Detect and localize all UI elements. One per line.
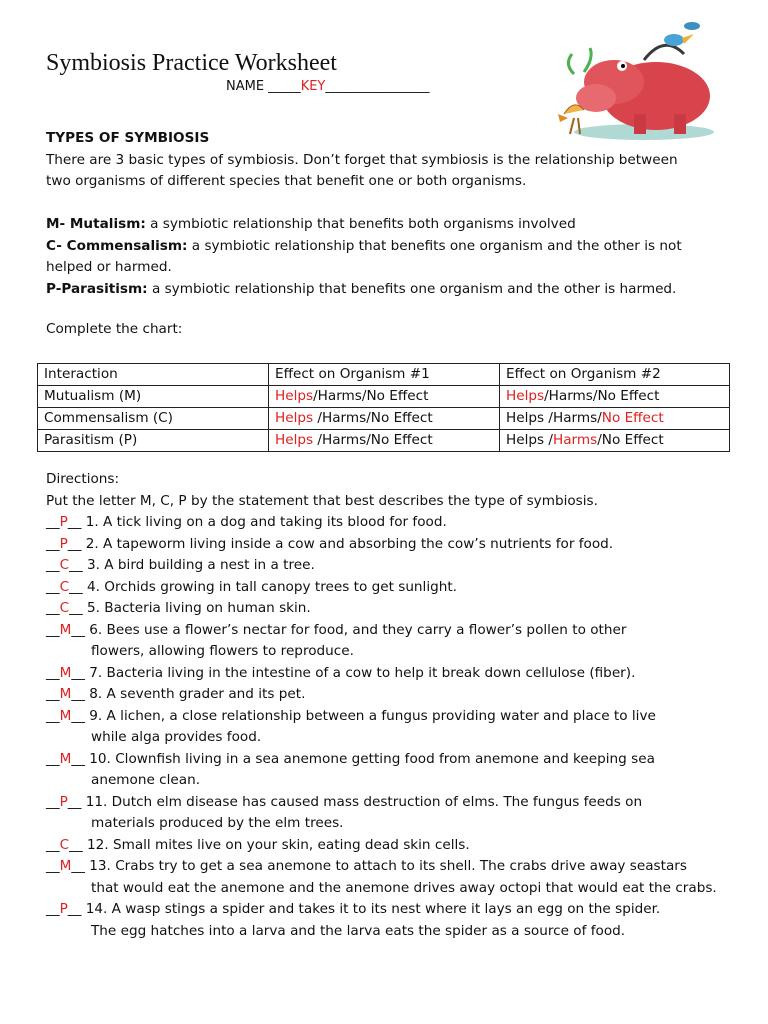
answer-blank: __ bbox=[69, 836, 88, 853]
question-item bbox=[46, 706, 736, 728]
answer-blank: __ bbox=[71, 664, 90, 681]
definition-text: a symbiotic relationship that benefits one organism and the other is not bbox=[187, 237, 682, 254]
table-row bbox=[38, 430, 730, 452]
definitions bbox=[46, 214, 736, 300]
answer-text: No Effect bbox=[601, 410, 664, 426]
answer-letter: C bbox=[59, 578, 70, 595]
answer-blank: __ bbox=[46, 664, 60, 681]
answer-blank: __ bbox=[71, 750, 90, 767]
answer-text: Helps bbox=[275, 410, 314, 426]
answer-blank: __ bbox=[46, 514, 60, 530]
symbiosis-chart bbox=[37, 363, 730, 452]
option-text: /Harms/No Effect bbox=[313, 388, 429, 404]
answer-blank: __ bbox=[46, 578, 60, 595]
answer-letter: P bbox=[59, 901, 68, 917]
answer-blank: __ bbox=[71, 686, 90, 702]
answer-blank: __ bbox=[71, 621, 90, 638]
answer-letter: M bbox=[59, 686, 72, 702]
answer-letter: M bbox=[59, 707, 72, 724]
question-continuation: materials produced by the elm trees. bbox=[91, 815, 344, 831]
question-item bbox=[46, 534, 736, 556]
intro-line-2: two organisms of different species that benefit one or both organisms. bbox=[46, 173, 527, 189]
question-text: 14. A wasp stings a spider and takes it to its nest where it lays an egg on the spider. bbox=[85, 901, 661, 917]
question-text: 2. A tapeworm living inside a cow and absorbing the cow’s nutrients for food. bbox=[85, 535, 614, 552]
answer-letter: M bbox=[59, 664, 72, 681]
option-text: /Harms/No Effect bbox=[544, 388, 660, 404]
question-text: 13. Crabs try to get a sea anemone to attach to its shell. The crabs drive away seastars bbox=[89, 858, 687, 874]
answer-letter: P bbox=[59, 793, 68, 810]
answer-letter: C bbox=[59, 836, 70, 853]
answer-blank: __ bbox=[46, 858, 60, 874]
answer-letter: C bbox=[59, 600, 70, 616]
answer-blank: __ bbox=[71, 858, 90, 874]
definition-parasitism bbox=[46, 279, 736, 301]
question-continuation: The egg hatches into a larva and the larva eats the spider as a source of food. bbox=[91, 922, 626, 939]
name-line bbox=[226, 79, 429, 94]
question-item bbox=[46, 577, 736, 599]
option-text: Helps /Harms/ bbox=[506, 410, 602, 426]
question-text: 11. Dutch elm disease has caused mass destruction of elms. The fungus feeds on bbox=[85, 793, 643, 810]
question-item bbox=[46, 899, 736, 921]
question-text: 12. Small mites live on your skin, eating dead skin cells. bbox=[87, 836, 470, 853]
answer-letter: P bbox=[59, 535, 68, 552]
question-continuation: flowers, allowing flowers to reproduce. bbox=[91, 643, 354, 659]
question-item bbox=[46, 663, 736, 685]
answer-letter: M bbox=[59, 621, 72, 638]
definition-commensalism bbox=[46, 236, 736, 258]
definition-term: C- Commensalism: bbox=[46, 237, 188, 254]
answer-blank: __ bbox=[46, 836, 60, 853]
definition-term: M- Mutalism: bbox=[46, 216, 146, 232]
organism1-cell bbox=[269, 430, 500, 452]
question-text: 5. Bacteria living on human skin. bbox=[87, 600, 311, 616]
chart-prompt: Complete the chart: bbox=[46, 321, 183, 337]
answer-text: Helps bbox=[275, 432, 314, 448]
answer-blank: __ bbox=[46, 793, 60, 810]
table-row bbox=[38, 386, 730, 408]
question-text: 1. A tick living on a dog and taking its blood for food. bbox=[85, 514, 447, 530]
question-continuation: while alga provides food. bbox=[91, 729, 262, 745]
organism2-cell bbox=[500, 386, 730, 408]
question-item bbox=[46, 512, 736, 534]
question-text: 9. A lichen, a close relationship between a fungus providing water and place to live bbox=[89, 707, 656, 724]
answer-blank: __ bbox=[46, 901, 60, 917]
answer-blank: __ bbox=[69, 578, 88, 595]
answer-text: Helps bbox=[506, 388, 545, 404]
column-header: Effect on Organism #2 bbox=[500, 364, 730, 386]
organism1-cell bbox=[269, 408, 500, 430]
answer-blank: __ bbox=[46, 750, 60, 767]
answer-letter: M bbox=[59, 750, 72, 767]
name-value: KEY bbox=[300, 79, 326, 94]
answer-blank: __ bbox=[67, 514, 86, 530]
answer-letter: M bbox=[59, 858, 72, 874]
answer-blank: __ bbox=[67, 535, 86, 552]
question-item bbox=[46, 749, 736, 771]
answer-letter: C bbox=[59, 557, 70, 573]
question-text: 4. Orchids growing in tall canopy trees to get sunlight. bbox=[87, 578, 457, 595]
answer-blank: __ bbox=[46, 621, 60, 638]
intro-section bbox=[46, 128, 736, 193]
answer-blank: __ bbox=[46, 686, 60, 702]
definition-term: P-Parasitism: bbox=[46, 280, 148, 297]
question-item bbox=[46, 835, 736, 857]
intro-line-1: There are 3 basic types of symbiosis. Don’t forget that symbiosis is the relationship between bbox=[46, 151, 678, 168]
interaction-cell: Parasitism (P) bbox=[38, 430, 269, 452]
organism2-cell bbox=[500, 430, 730, 452]
definition-commensalism-cont: helped or harmed. bbox=[46, 259, 172, 275]
question-text: 3. A bird building a nest in a tree. bbox=[87, 557, 315, 573]
option-text: Helps / bbox=[506, 432, 553, 448]
answer-blank: __ bbox=[46, 707, 60, 724]
answer-blank: __ bbox=[67, 793, 86, 810]
question-item bbox=[46, 598, 736, 620]
worksheet-title: Symbiosis Practice Worksheet bbox=[46, 50, 337, 76]
name-tail: ________________ bbox=[325, 79, 430, 94]
table-row bbox=[38, 408, 730, 430]
column-header: Effect on Organism #1 bbox=[269, 364, 500, 386]
interaction-cell: Commensalism (C) bbox=[38, 408, 269, 430]
directions-label: Directions: bbox=[46, 471, 120, 487]
question-item bbox=[46, 856, 736, 878]
cartoon-animals-illustration bbox=[544, 14, 730, 142]
question-continuation: that would eat the anemone and the anemone drives away octopi that would eat the crabs. bbox=[91, 879, 717, 896]
organism2-cell bbox=[500, 408, 730, 430]
definition-text: a symbiotic relationship that benefits one organism and the other is harmed. bbox=[147, 280, 677, 297]
question-item bbox=[46, 792, 736, 814]
answer-blank: __ bbox=[69, 600, 88, 616]
directions-section bbox=[46, 469, 736, 942]
answer-letter: P bbox=[59, 514, 68, 530]
interaction-cell: Mutualism (M) bbox=[38, 386, 269, 408]
question-text: 6. Bees use a flower’s nectar for food, and they carry a flower’s pollen to other bbox=[89, 621, 627, 638]
question-text: 7. Bacteria living in the intestine of a cow to help it break down cellulose (fiber). bbox=[89, 664, 636, 681]
question-item bbox=[46, 620, 736, 642]
question-item bbox=[46, 555, 736, 577]
option-text: /Harms/No Effect bbox=[313, 410, 433, 426]
answer-text: Helps bbox=[275, 388, 314, 404]
answer-blank: __ bbox=[46, 535, 60, 552]
answer-blank: __ bbox=[67, 901, 86, 917]
table-header-row bbox=[38, 364, 730, 386]
question-list bbox=[46, 512, 736, 942]
definition-text: a symbiotic relationship that benefits both organisms involved bbox=[145, 216, 576, 232]
question-text: 8. A seventh grader and its pet. bbox=[89, 686, 306, 702]
answer-blank: __ bbox=[69, 557, 88, 573]
column-header: Interaction bbox=[38, 364, 269, 386]
answer-blank: __ bbox=[46, 600, 60, 616]
question-continuation: anemone clean. bbox=[91, 772, 201, 788]
question-item bbox=[46, 684, 736, 706]
answer-blank: __ bbox=[71, 707, 90, 724]
directions-instruction: Put the letter M, C, P by the statement that best describes the type of symbiosis. bbox=[46, 492, 598, 509]
name-label: NAME _____ bbox=[226, 79, 301, 94]
definition-mutualism bbox=[46, 214, 736, 236]
answer-text: Harms bbox=[552, 432, 598, 448]
question-text: 10. Clownfish living in a sea anemone getting food from anemone and keeping sea bbox=[89, 750, 655, 767]
organism1-cell bbox=[269, 386, 500, 408]
option-text: /Harms/No Effect bbox=[313, 432, 433, 448]
answer-blank: __ bbox=[46, 557, 60, 573]
types-heading: TYPES OF SYMBIOSIS bbox=[46, 130, 210, 146]
option-text: /No Effect bbox=[597, 432, 664, 448]
